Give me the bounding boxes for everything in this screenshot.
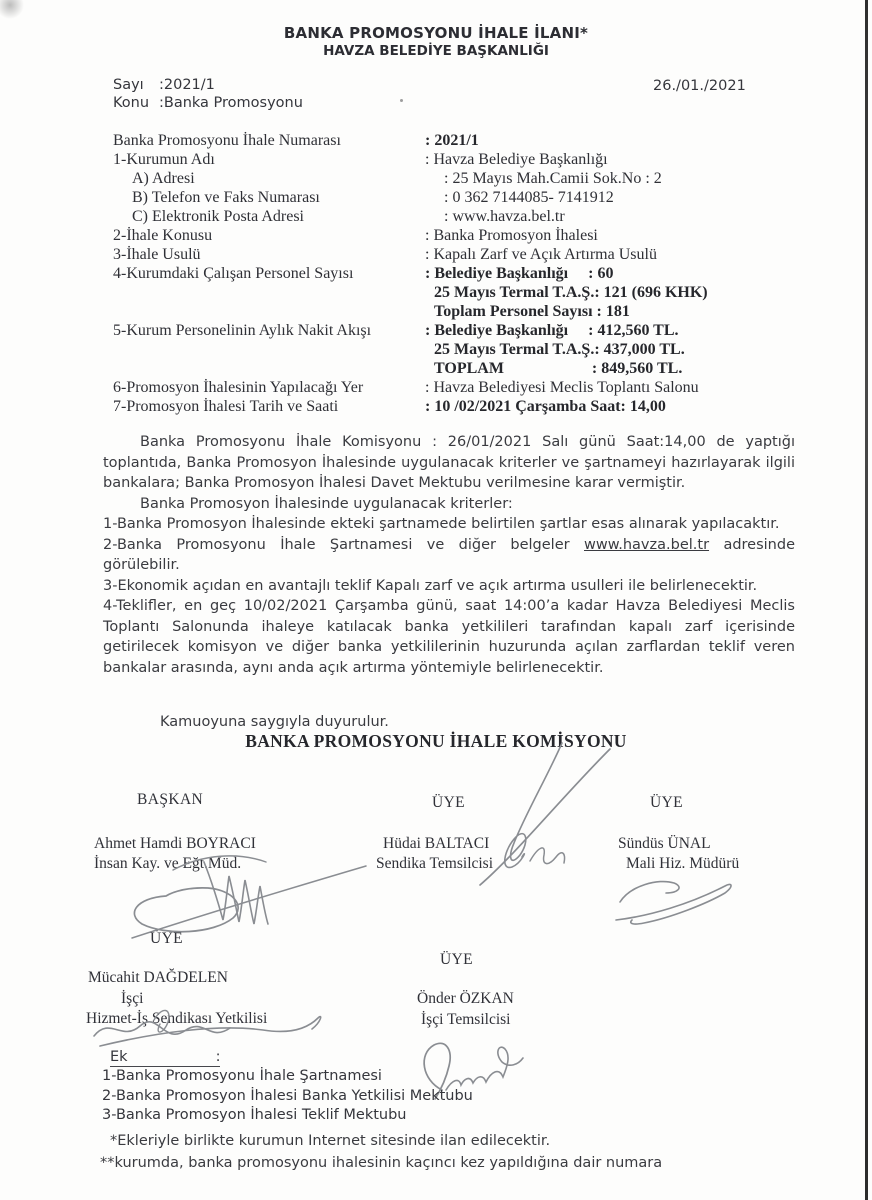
table-row — [113, 302, 793, 321]
paragraph-criteria-intro: Banka Promosyon İhalesinde uygulanacak kriterler: — [140, 495, 513, 512]
signer-role-uye-2: ÜYE — [650, 794, 684, 811]
paragraph-criterion-2 — [103, 535, 795, 576]
konu-label: Konu — [113, 95, 150, 111]
detail-label: C) Elektronik Posta Adresi — [132, 208, 304, 225]
signer-title-boyraci: İnsan Kay. ve Eğt.Müd. — [94, 855, 242, 872]
table-row — [113, 321, 793, 340]
detail-label: 1-Kurumun Adı — [113, 151, 215, 168]
paragraph-criterion-3: 3-Ekonomik açıdan en avantajlı teklif Kapalı zarf ve açık artırma usulleri ile belirlenecektir. — [103, 577, 758, 594]
detail-value: : Belediye Başkanlığı : 60 — [425, 265, 614, 282]
detail-label: 4-Kurumdaki Çalışan Personel Sayısı — [113, 265, 354, 282]
signature-unal — [610, 876, 740, 928]
table-row — [113, 359, 793, 378]
attachments-header — [110, 1049, 220, 1067]
detail-label: Banka Promosyonu İhale Numarası — [113, 132, 341, 149]
detail-value: : Havza Belediyesi Meclis Toplantı Salonu — [425, 379, 699, 396]
signer-name-boyraci: Ahmet Hamdi BOYRACI — [94, 835, 256, 852]
detail-value: 25 Mayıs Termal T.A.Ş.: 121 (696 KHK) — [434, 284, 708, 301]
document-subtitle: HAVZA BELEDİYE BAŞKANLIĞI — [323, 43, 549, 59]
footnote-2: **kurumda, banka promosyonu ihalesinin kaçıncı kez yapıldığına dair numara — [100, 1155, 663, 1171]
detail-value: TOPLAM : 849,560 TL. — [434, 360, 683, 377]
table-row — [113, 397, 793, 416]
attachments-label: Ek — [110, 1049, 128, 1065]
signer-name-baltaci: Hüdai BALTACI — [383, 835, 490, 852]
list-item: 2-Banka Promosyon İhalesi Banka Yetkilisi Mektubu — [102, 1087, 473, 1104]
signer-role-uye-1: ÜYE — [432, 794, 466, 811]
detail-label: 6-Promosyon İhalesinin Yapılacağı Yer — [113, 379, 364, 396]
body-paragraphs — [103, 432, 795, 678]
detail-label: 5-Kurum Personelinin Aylık Nakit Akışı — [113, 322, 372, 339]
signer-name-dagdelen: Mücahit DAĞDELEN — [88, 969, 228, 986]
document-meta — [113, 76, 303, 112]
detail-value: Toplam Personel Sayısı : 181 — [434, 303, 630, 320]
signer-title-baltaci: Sendika Temsilcisi — [376, 855, 494, 872]
scan-edge-line — [865, 0, 868, 1200]
konu-value: :Banka Promosyonu — [159, 95, 303, 111]
paragraph-criterion-4: 4-Teklifler, en geç 10/02/2021 Çarşamba günü, saat 14:00’a kadar Havza Belediyesi Meclis Toplantı Salonunda ihaleye katılacak banka yetkilileri tarafından kapalı zarf içerisinde getirilecek komisyon ve diğer banka yetkililerinin huzurunda açılan zarflardan teklif veren bankalar arasında, aynı anda açık artırma yöntemiyle belirlenecektir. — [103, 598, 795, 676]
detail-value: : Havza Belediye Başkanlığı — [425, 151, 608, 168]
detail-value: : 2021/1 — [425, 132, 479, 149]
table-row — [113, 340, 793, 359]
detail-value: : 10 /02/2021 Çarşamba Saat: 14,00 — [425, 398, 666, 415]
criterion-2-pre: 2-Banka Promosyonu İhale Şartnamesi ve diğer belgeler — [103, 536, 584, 553]
table-row — [113, 188, 793, 207]
signature-boyraci — [118, 846, 373, 946]
scan-speck — [400, 99, 403, 102]
detail-value: : Belediye Başkanlığı : 412,560 TL. — [425, 322, 679, 339]
signer-name-ozkan: Önder ÖZKAN — [417, 990, 514, 1007]
table-row — [113, 131, 793, 150]
document-date: 26./01./2021 — [653, 78, 746, 94]
attachments-colon: : — [215, 1049, 221, 1065]
table-row — [113, 283, 793, 302]
table-row — [113, 169, 793, 188]
closing-line: Kamuoyuna saygıyla duyurulur. — [160, 714, 389, 730]
detail-label: 7-Promosyon İhalesi Tarih ve Saati — [113, 398, 339, 415]
detail-value: : Banka Promosyon İhalesi — [425, 227, 598, 244]
table-row — [113, 226, 793, 245]
detail-value: 25 Mayıs Termal T.A.Ş.: 437,000 TL. — [434, 341, 685, 358]
detail-label — [113, 340, 425, 359]
criterion-2-post: adresinde görülebilir. — [103, 536, 795, 573]
signer-role-baskan: BAŞKAN — [137, 791, 204, 808]
detail-label: 2-İhale Konusu — [113, 227, 213, 244]
detail-label: B) Telefon ve Faks Numarası — [132, 189, 320, 206]
detail-value: : Kapalı Zarf ve Açık Artırma Usulü — [425, 246, 657, 263]
tender-details-table — [113, 131, 793, 416]
detail-value: : 0 362 7144085- 7141912 — [444, 189, 614, 206]
list-item: 1-Banka Promosyonu İhale Şartnamesi — [102, 1068, 382, 1084]
paragraph-committee-decision: Banka Promosyonu İhale Komisyonu : 26/01/2021 Salı günü Saat:14,00 de yaptığı toplantıda, Banka Promosyon İhalesinde uygulanacak kriterler ve şartnameyi hazırlayarak ilgili bankalara; Banka Promosyon İhalesi Davet Mektubu verilmesine karar vermiştir. — [103, 434, 795, 491]
table-row — [113, 378, 793, 397]
signer-title1-dagdelen: İşçi — [121, 990, 144, 1007]
signer-title-ozkan: İşçi Temsilcisi — [421, 1011, 511, 1028]
konu-row — [113, 94, 303, 112]
detail-label — [113, 283, 425, 302]
signer-title2-dagdelen: Hizmet-İş Sendikası Yetkilisi — [86, 1010, 268, 1027]
website-link-text: www.havza.bel.tr — [584, 536, 710, 553]
detail-value: : www.havza.bel.tr — [444, 208, 565, 225]
table-row — [113, 150, 793, 169]
signer-name-unal: Sündüs ÜNAL — [618, 835, 711, 852]
detail-label — [113, 302, 425, 321]
sayi-label: Sayı — [113, 77, 144, 93]
signer-role-uye-4: ÜYE — [440, 951, 474, 968]
detail-label: A) Adresi — [132, 170, 195, 187]
signature-baltaci — [470, 735, 615, 890]
footnote-1: *Ekleriyle birlikte kurumun Internet sitesinde ilan edilecektir. — [110, 1133, 551, 1149]
sayi-row — [113, 76, 303, 94]
detail-label — [113, 359, 425, 378]
signer-role-uye-3: ÜYE — [150, 930, 184, 947]
committee-heading: BANKA PROMOSYONU İHALE KOMİSYONU — [245, 731, 627, 751]
table-row — [113, 264, 793, 283]
attachments-underline — [110, 1049, 220, 1067]
detail-value: : 25 Mayıs Mah.Camii Sok.No : 2 — [444, 170, 662, 187]
table-row — [113, 245, 793, 264]
sayi-value: :2021/1 — [159, 77, 215, 93]
document-title: BANKA PROMOSYONU İHALE İLANI* — [283, 24, 589, 42]
detail-label: 3-İhale Usulü — [113, 246, 201, 263]
table-row — [113, 207, 793, 226]
paragraph-criterion-1: 1-Banka Promosyon İhalesinde ekteki şartnamede belirtilen şartlar esas alınarak yapılacaktır. — [103, 516, 780, 532]
attachments-list — [102, 1067, 473, 1126]
list-item: 3-Banka Promosyon İhalesi Teklif Mektubu — [102, 1107, 407, 1123]
signer-title-unal: Mali Hiz. Müdürü — [626, 855, 740, 872]
